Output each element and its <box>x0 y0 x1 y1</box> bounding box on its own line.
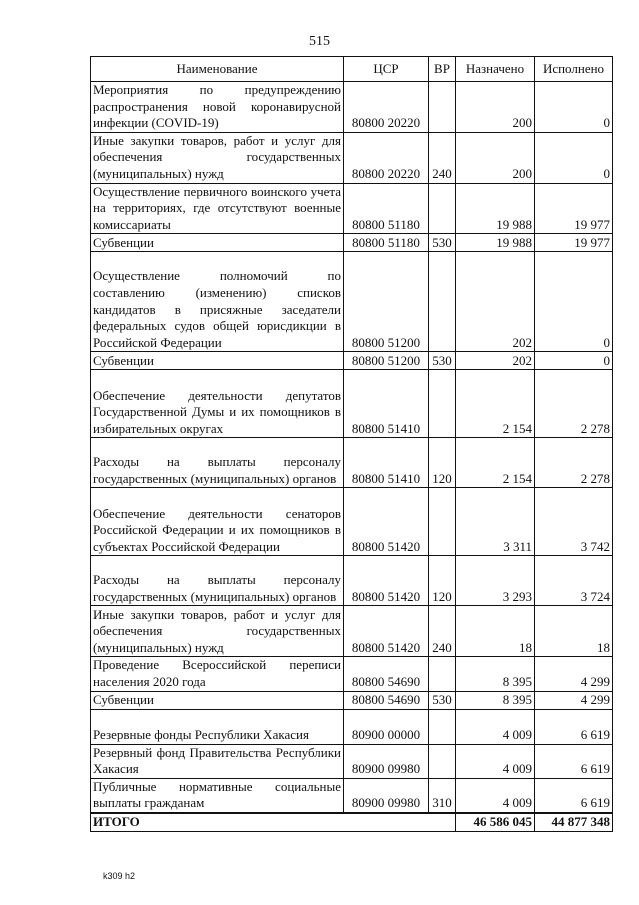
row-assigned: 4 009 <box>456 709 535 744</box>
row-assigned: 8 395 <box>456 657 535 691</box>
row-name: Иные закупки товаров, работ и услуг для обеспечения государственных (муниципальных) нужд <box>91 132 344 183</box>
table-row <box>91 744 613 778</box>
row-name: Осуществление полномочий по составлению (изменению) списков кандидатов в присяжные заседатели федеральных судов общей юрисдикции в Российской Федерации <box>91 252 344 352</box>
row-name: Публичные нормативные социальные выплаты гражданам <box>91 778 344 813</box>
total-label: ИТОГО <box>91 813 456 831</box>
row-csr: 80800 51420 <box>344 606 429 657</box>
row-csr: 80900 09980 <box>344 744 429 778</box>
table-row <box>91 183 613 234</box>
table-row <box>91 252 613 352</box>
row-name: Проведение Всероссийской переписи населения 2020 года <box>91 657 344 691</box>
row-executed: 6 619 <box>535 744 613 778</box>
table-row <box>91 488 613 556</box>
row-vr: 530 <box>429 691 456 709</box>
footer-code: k309 h2 <box>103 871 136 881</box>
row-csr: 80800 20220 <box>344 82 429 133</box>
header-vr: ВР <box>429 57 456 82</box>
row-name: Мероприятия по предупреждению распространения новой коронавирусной инфекции (COVID-19) <box>91 82 344 133</box>
table-row <box>91 132 613 183</box>
row-executed: 4 299 <box>535 657 613 691</box>
row-vr <box>429 183 456 234</box>
row-assigned: 3 293 <box>456 556 535 606</box>
header-assigned: Назначено <box>456 57 535 82</box>
row-vr: 120 <box>429 556 456 606</box>
table-row <box>91 691 613 709</box>
row-csr: 80800 51180 <box>344 183 429 234</box>
budget-table <box>90 56 613 832</box>
row-csr: 80800 20220 <box>344 132 429 183</box>
row-name: Осуществление первичного воинского учета на территориях, где отсутствуют военные комиссариаты <box>91 183 344 234</box>
row-name: Иные закупки товаров, работ и услуг для обеспечения государственных (муниципальных) нужд <box>91 606 344 657</box>
row-assigned: 202 <box>456 252 535 352</box>
row-vr <box>429 488 456 556</box>
row-csr: 80800 51180 <box>344 234 429 252</box>
row-csr: 80800 51410 <box>344 438 429 488</box>
table-row <box>91 352 613 370</box>
row-name: Обеспечение деятельности сенаторов Российской Федерации и их помощников в субъектах Российской Федерации <box>91 488 344 556</box>
row-vr <box>429 252 456 352</box>
table-row <box>91 438 613 488</box>
page-number: 515 <box>309 34 330 49</box>
row-name: Расходы на выплаты персоналу государственных (муниципальных) органов <box>91 438 344 488</box>
table-row <box>91 709 613 744</box>
total-row <box>91 813 613 831</box>
row-executed: 2 278 <box>535 370 613 438</box>
header-csr: ЦСР <box>344 57 429 82</box>
row-name: Расходы на выплаты персоналу государственных (муниципальных) органов <box>91 556 344 606</box>
row-assigned: 8 395 <box>456 691 535 709</box>
row-executed: 0 <box>535 252 613 352</box>
row-vr <box>429 744 456 778</box>
row-assigned: 19 988 <box>456 183 535 234</box>
row-name: Резервный фонд Правительства Республики Хакасия <box>91 744 344 778</box>
row-assigned: 202 <box>456 352 535 370</box>
row-assigned: 2 154 <box>456 370 535 438</box>
row-csr: 80800 51420 <box>344 556 429 606</box>
row-vr: 530 <box>429 352 456 370</box>
row-vr: 240 <box>429 132 456 183</box>
row-assigned: 2 154 <box>456 438 535 488</box>
header-executed: Исполнено <box>535 57 613 82</box>
row-executed: 6 619 <box>535 709 613 744</box>
total-assigned: 46 586 045 <box>456 813 535 831</box>
row-assigned: 4 009 <box>456 744 535 778</box>
row-vr: 530 <box>429 234 456 252</box>
row-executed: 2 278 <box>535 438 613 488</box>
row-assigned: 3 311 <box>456 488 535 556</box>
row-name: Субвенции <box>91 352 344 370</box>
row-csr: 80800 54690 <box>344 657 429 691</box>
header-name: Наименование <box>91 57 344 82</box>
total-executed: 44 877 348 <box>535 813 613 831</box>
row-vr: 310 <box>429 778 456 813</box>
row-csr: 80800 51420 <box>344 488 429 556</box>
row-assigned: 19 988 <box>456 234 535 252</box>
table-row <box>91 556 613 606</box>
row-executed: 19 977 <box>535 183 613 234</box>
row-name: Субвенции <box>91 234 344 252</box>
row-name: Субвенции <box>91 691 344 709</box>
row-assigned: 200 <box>456 132 535 183</box>
row-name: Резервные фонды Республики Хакасия <box>91 709 344 744</box>
row-vr <box>429 370 456 438</box>
row-executed: 18 <box>535 606 613 657</box>
row-vr <box>429 657 456 691</box>
row-assigned: 4 009 <box>456 778 535 813</box>
table-row <box>91 82 613 133</box>
table-row <box>91 234 613 252</box>
row-executed: 3 742 <box>535 488 613 556</box>
row-assigned: 200 <box>456 82 535 133</box>
row-csr: 80800 51200 <box>344 252 429 352</box>
row-csr: 80900 09980 <box>344 778 429 813</box>
table-row <box>91 606 613 657</box>
table-row <box>91 657 613 691</box>
row-vr <box>429 82 456 133</box>
row-vr: 240 <box>429 606 456 657</box>
table-body <box>91 82 613 813</box>
row-executed: 4 299 <box>535 691 613 709</box>
table-row <box>91 370 613 438</box>
row-assigned: 18 <box>456 606 535 657</box>
row-csr: 80800 51410 <box>344 370 429 438</box>
row-vr <box>429 709 456 744</box>
row-executed: 0 <box>535 132 613 183</box>
row-csr: 80800 51200 <box>344 352 429 370</box>
row-csr: 80900 00000 <box>344 709 429 744</box>
row-name: Обеспечение деятельности депутатов Государственной Думы и их помощников в избирательных округах <box>91 370 344 438</box>
table-row <box>91 778 613 813</box>
table-header-row <box>91 57 613 82</box>
row-executed: 6 619 <box>535 778 613 813</box>
row-vr: 120 <box>429 438 456 488</box>
row-executed: 0 <box>535 352 613 370</box>
row-executed: 19 977 <box>535 234 613 252</box>
row-executed: 0 <box>535 82 613 133</box>
row-csr: 80800 54690 <box>344 691 429 709</box>
row-executed: 3 724 <box>535 556 613 606</box>
